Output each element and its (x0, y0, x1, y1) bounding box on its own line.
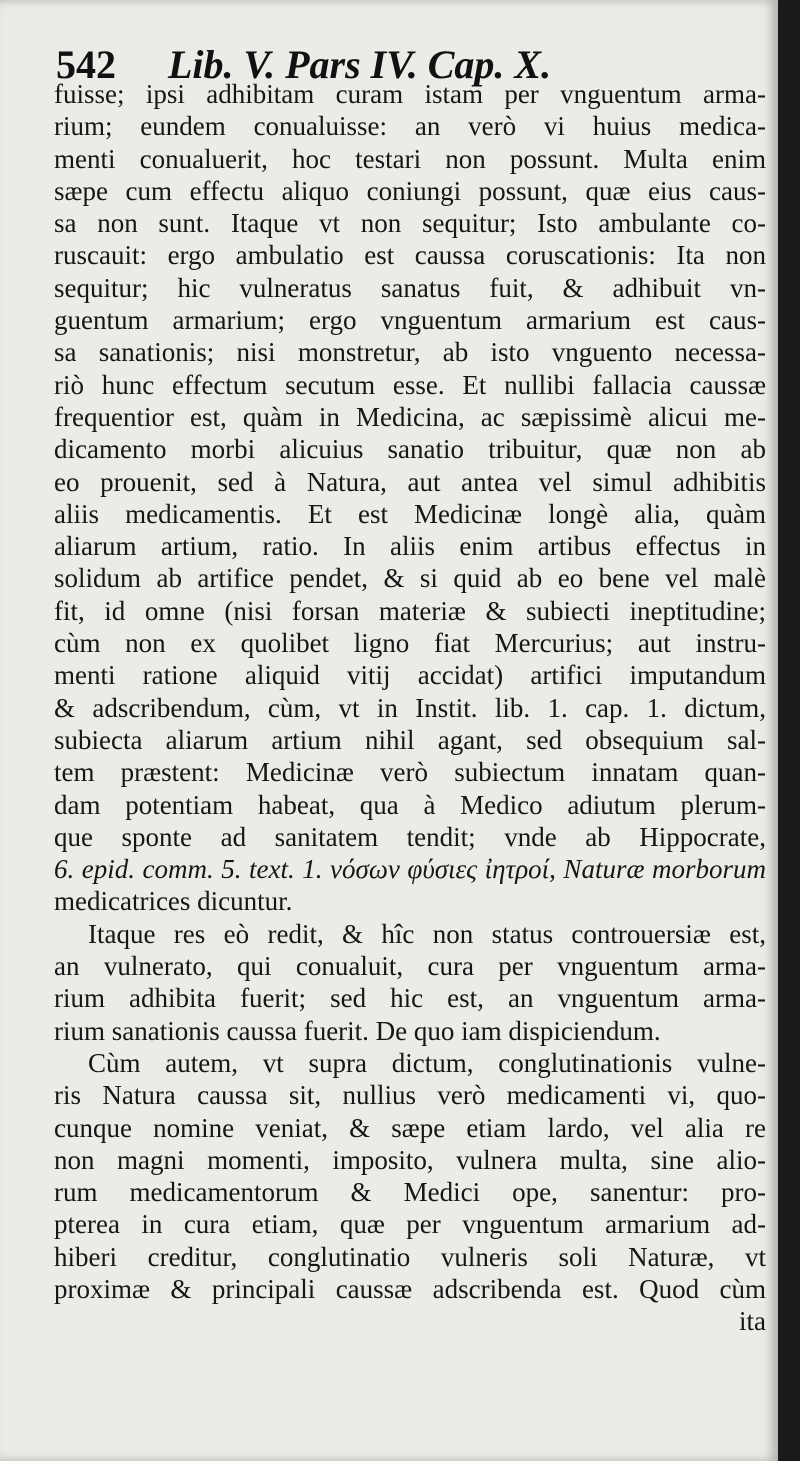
text-line: proximæ & principali caussæ adscribenda est. Quod cùm (54, 1273, 766, 1304)
text-line: rum medicamentorum & Medici ope, sanentur: pro- (54, 1177, 766, 1208)
text-line: an vulnerato, qui conualuit, cura per vnguentum arma- (54, 951, 766, 982)
page-number: 542 (56, 42, 116, 87)
text-line: hiberi creditur, conglutinatio vulneris soli Naturæ, vt (54, 1241, 766, 1272)
text-line: solidum ab artifice pendet, & si quid ab eo bene vel malè (54, 563, 766, 594)
text-line: sa sanationis; nisi monstretur, ab isto vnguento necessa- (54, 337, 766, 368)
text-line: eo prouenit, sed à Natura, aut antea vel simul adhibitis (54, 466, 766, 497)
text-line: ruscauit: ergo ambulatio est caussa coruscationis: Ita non (54, 240, 766, 271)
body-text (54, 78, 766, 1338)
text-line: sequitur; hic vulneratus sanatus fuit, & adhibuit vn- (54, 272, 766, 303)
text-line: frequentior est, quàm in Medicina, ac sæpissimè alicui me- (54, 401, 766, 432)
text-line: cùm non ex quolibet ligno fiat Mercurius; aut instru- (54, 628, 766, 659)
text-line: menti ratione aliquid vitij accidat) artifici imputandum (54, 660, 766, 691)
text-line: rium; eundem conualuisse: an verò vi huius medica- (54, 111, 766, 142)
text-line: sæpe cum effectu aliquo coniungi possunt, quæ eius caus- (54, 175, 766, 206)
text-line: tem præstent: Medicinæ verò subiectum innatam quan- (54, 757, 766, 788)
paragraph-start-line: Itaque res eò redit, & hîc non status controuersiæ est, (88, 918, 766, 949)
text-line: dam potentiam habeat, qua à Medico adiutum plerum- (54, 789, 766, 820)
text-line: menti conualuerit, hoc testari non possunt. Multa enim (54, 143, 766, 174)
text-line: ris Natura caussa sit, nullius verò medicamenti vi, quo- (54, 1080, 766, 1111)
text-line: aliis medicamentis. Et est Medicinæ longè alia, quàm (54, 498, 766, 529)
paragraph-start-line: Cùm autem, vt supra dictum, conglutinationis vulne- (88, 1047, 766, 1078)
text-line: non magni momenti, imposito, vulnera multa, sine alio- (54, 1144, 766, 1175)
text-line: rium adhibita fuerit; sed hic est, an vnguentum arma- (54, 983, 766, 1014)
text-line: medicatrices dicuntur. (54, 886, 293, 917)
text-line: rium sanationis caussa fuerit. De quo iam dispiciendum. (54, 1015, 661, 1046)
running-head: Lib. V. Pars IV. Cap. X. (168, 42, 552, 87)
text-line: dicamento morbi alicuius sanatio tribuitur, quæ non ab (54, 434, 766, 465)
text-line: fit, id omne (nisi forsan materiæ & subiecti ineptitudine; (54, 595, 766, 626)
text-line: fuisse; ipsi adhibitam curam istam per vnguentum arma- (54, 79, 766, 109)
text-line: guentum armarium; ergo vnguentum armarium est caus- (54, 305, 766, 336)
text-line: que sponte ad sanitatem tendit; vnde ab Hippocrate, (54, 821, 766, 852)
text-line: cunque nomine veniat, & sæpe etiam lardo, vel alia re (54, 1112, 766, 1143)
text-line: riò hunc effectum secutum esse. Et nullibi fallacia caussæ (54, 369, 766, 400)
text-line: sa non sunt. Itaque vt non sequitur; Isto ambulante co- (54, 208, 766, 239)
citation-line: 6. epid. comm. 5. text. 1. νόσων φύσιες ἰητροί, Naturæ morborum (54, 854, 766, 885)
catchword: ita (739, 1306, 766, 1337)
text-line: subiecta aliarum artium nihil agant, sed obsequium sal- (54, 724, 766, 755)
text-line: & adscribendum, cùm, vt in Instit. lib. 1. cap. 1. dictum, (54, 692, 766, 723)
text-line: aliarum artium, ratio. In aliis enim artibus effectus in (54, 531, 766, 562)
text-line: pterea in cura etiam, quæ per vnguentum armarium ad- (54, 1209, 766, 1240)
